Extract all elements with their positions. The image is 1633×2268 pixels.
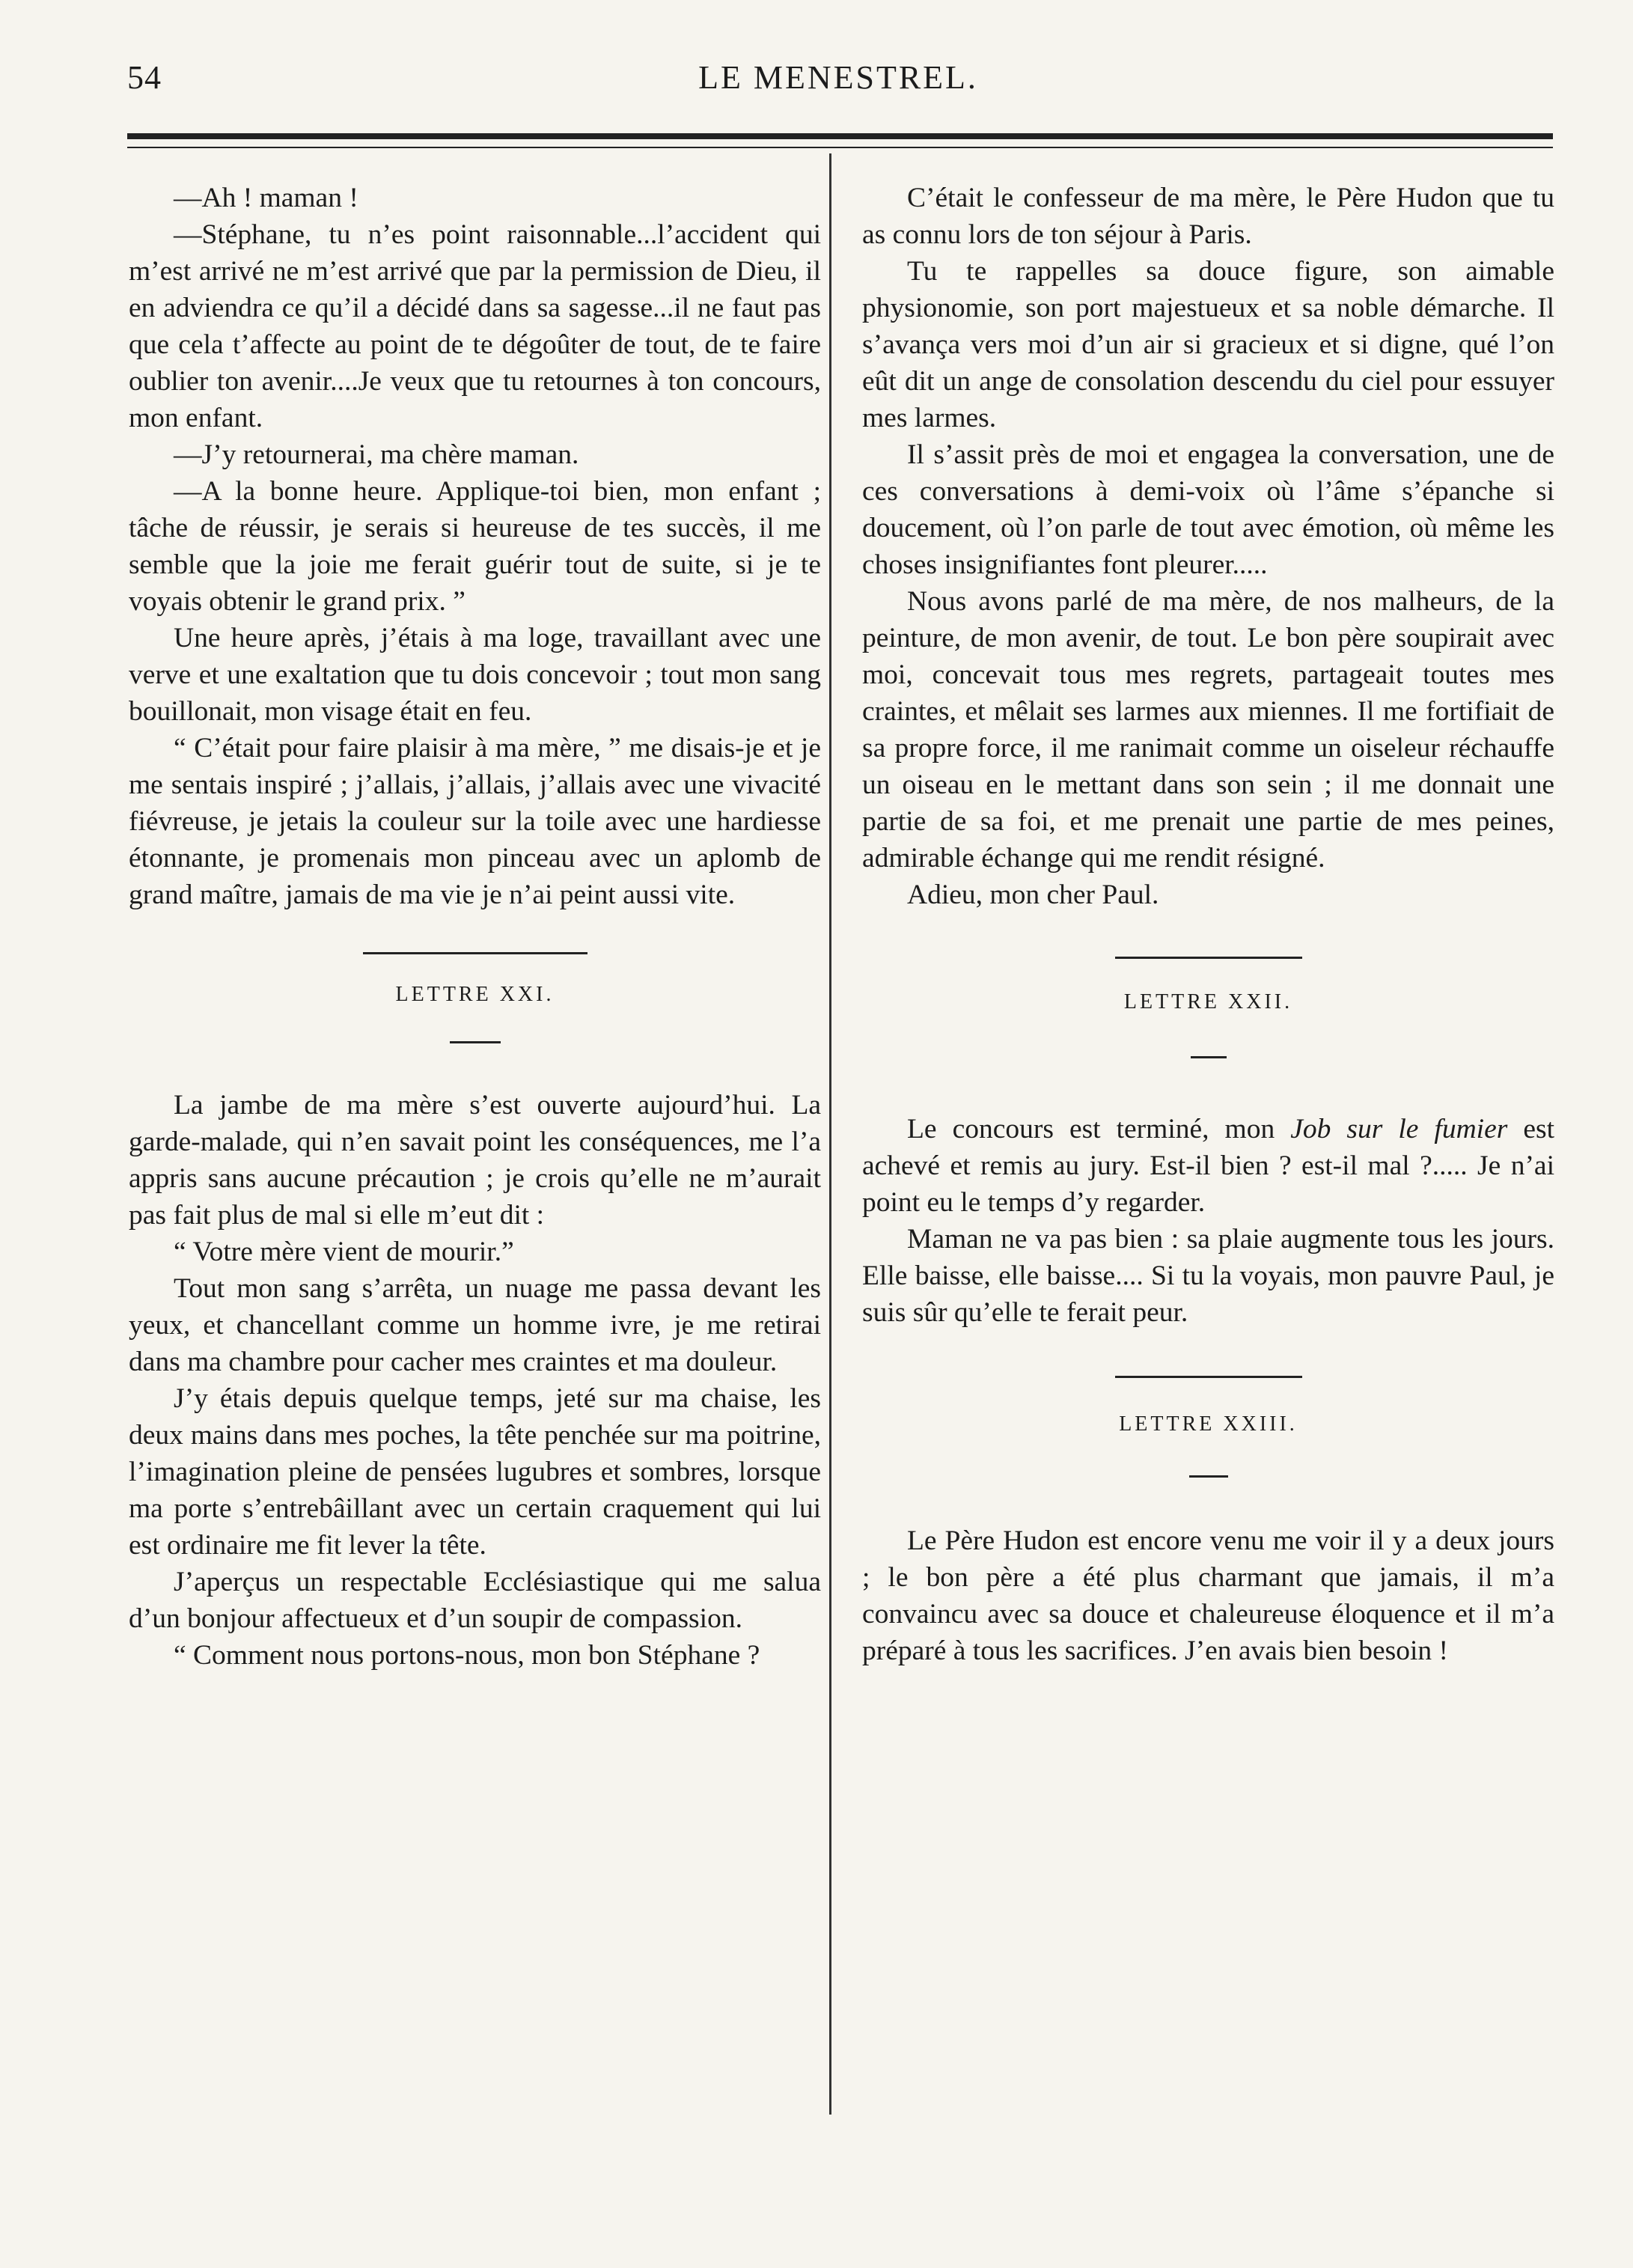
column-divider <box>829 153 831 2115</box>
artwork-title: Job sur le fumier <box>1290 1114 1508 1144</box>
text-run: est achevé et remis au jury. Est-il bien ? est-il mal ?..... Je n’ai point eu le temps d’y regarder. <box>862 1114 1554 1218</box>
paragraph: J’aperçus un respectable Ecclésiastique qui me salua d’un bonjour affectueux et d’un soupir de compassion. <box>129 1567 821 1634</box>
paragraph: Tout mon sang s’arrêta, un nuage me passa devant les yeux, et chancellant comme un homme ivre, je me retirai dans ma chambre pour cacher mes craintes et ma douleur. <box>129 1273 821 1377</box>
paragraph: —Stéphane, tu n’es point raisonnable...l’accident qui m’est arrivé ne m’est arrivé que par la permission de Dieu, il en adviendra ce qu’il a décidé dans sa sagesse...il ne faut pas que cela t’affecte au point de te dégoûter de tout, de te faire oublier ton avenir....Je veux que tu retournes à ton concours, mon enfant. <box>129 219 821 433</box>
letter-title: LETTRE XXI. <box>395 983 555 1006</box>
left-column <box>129 180 821 1674</box>
paragraph: —J’y retournerai, ma chère maman. <box>174 439 579 470</box>
paragraph: —A la bonne heure. Applique-toi bien, mon enfant ; tâche de réussir, je serais si heureuse de tes succès, il me semble que la joie me ferait guérir tout de suite, si je te voyais obtenir le grand prix. ” <box>129 476 821 617</box>
paragraph: Le Père Hudon est encore venu me voir il y a deux jours ; le bon père a été plus charmant que jamais, il m’a convaincu avec sa douce et chaleureuse éloquence et il m’a préparé à tous les sacrifices. J’en avais bien besoin ! <box>862 1525 1554 1666</box>
paragraph <box>862 1111 1554 1221</box>
paragraph: Une heure après, j’étais à ma loge, travaillant avec une verve et une exaltation que tu dois concevoir ; tout mon sang bouillonait, mon visage était en feu. <box>129 623 821 727</box>
paragraph: “ Comment nous portons-nous, mon bon Stéphane ? <box>174 1640 760 1671</box>
right-column <box>862 180 1554 1669</box>
header-rule-thin <box>127 147 1553 148</box>
paragraph: Adieu, mon cher Paul. <box>907 880 1159 910</box>
paragraph: Nous avons parlé de ma mère, de nos malheurs, de la peinture, de mon avenir, de tout. Le bon père soupirait avec moi, concevait tous mes regrets, partageait toutes mes craintes, et mêlait ses larmes aux miennes. Il me fortifiait de sa propre force, il me ranimait comme un oiseleur réchauffe un oiseau en le mettant dans son sein ; il me donnait une partie de sa foi, et me prenait une partie de mes peines, admirable échange qui me rendit résigné. <box>862 586 1554 874</box>
paragraph: La jambe de ma mère s’est ouverte aujourd’hui. La garde-malade, qui n’en savait point les conséquences, me l’a appris sans aucune précaution ; je crois qu’elle ne m’aurait pas fait plus de mal si elle m’eut dit : <box>129 1090 821 1231</box>
letter-title: LETTRE XXIII. <box>1119 1412 1298 1436</box>
paragraph: —Ah ! maman ! <box>174 183 358 213</box>
journal-title: LE MENESTREL. <box>698 59 978 96</box>
text-run: Le concours est terminé, mon <box>907 1114 1291 1144</box>
page-number: 54 <box>127 59 162 96</box>
paragraph: Il s’assit près de moi et engagea la conversation, une de ces conversations à demi-voix où l’âme s’épanche si doucement, où l’on parle de tout avec émotion, où même les choses insignifiantes font pleurer..... <box>862 439 1554 580</box>
paragraph: “ C’était pour faire plaisir à ma mère, ” me disais-je et je me sentais inspiré ; j’allais, j’allais, j’allais avec une vivacité fiévreuse, je jetais la couleur sur la toile avec une hardiesse étonnante, je promenais mon pinceau avec un aplomb de grand maître, jamais de ma vie je n’ai peint aussi vite. <box>129 733 821 910</box>
page-header <box>127 58 1549 103</box>
paragraph: Maman ne va pas bien : sa plaie augmente tous les jours. Elle baisse, elle baisse.... Si tu la voyais, mon pauvre Paul, je suis sûr qu’elle te ferait peur. <box>862 1224 1554 1328</box>
paragraph: Tu te rappelles sa douce figure, son aimable physionomie, son port majestueux et sa noble démarche. Il s’avança vers moi d’un air si gracieux et si digne, qué l’on eût dit un ange de consolation descendu du ciel pour essuyer mes larmes. <box>862 256 1554 433</box>
letter-title: LETTRE XXII. <box>1123 990 1293 1013</box>
header-rule-thick <box>127 133 1553 139</box>
paragraph: J’y étais depuis quelque temps, jeté sur ma chaise, les deux mains dans mes poches, la tête penchée sur ma poitrine, l’imagination pleine de pensées lugubres et sombres, lorsque ma porte s’entrebâillant avec un certain craquement qui lui est ordinaire me fit lever la tête. <box>129 1383 821 1561</box>
paragraph: “ Votre mère vient de mourir.” <box>174 1237 514 1267</box>
paragraph: C’était le confesseur de ma mère, le Père Hudon que tu as connu lors de ton séjour à Paris. <box>862 183 1554 250</box>
